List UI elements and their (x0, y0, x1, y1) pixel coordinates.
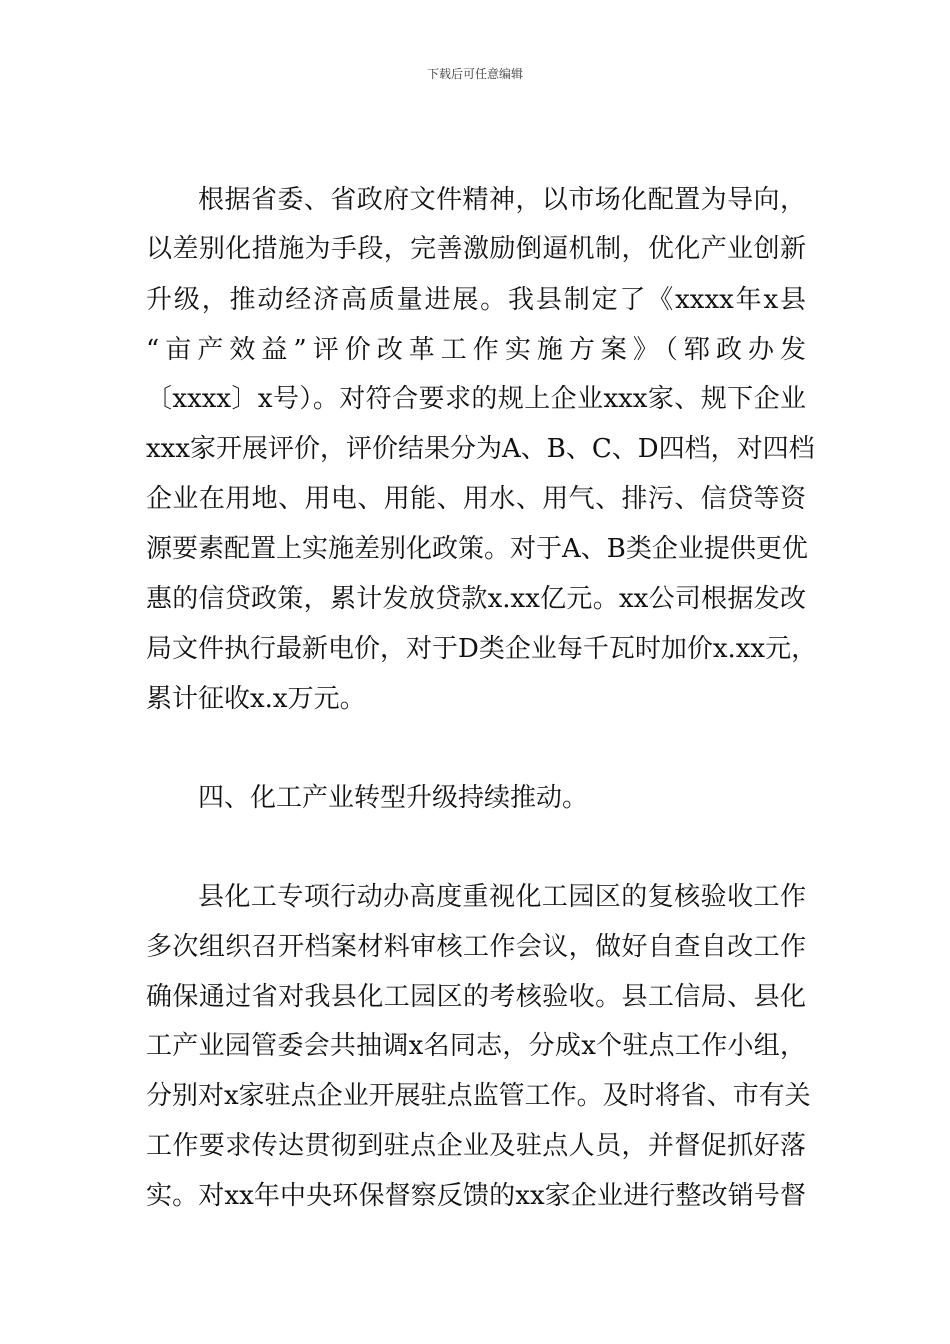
paragraph-1-line: 源要素配置上实施差别化政策。对于A、B类企业提供更优 (146, 534, 808, 564)
paragraph-1-line: 以差别化措施为手段，完善激励倒逼机制，优化产业创新 (146, 234, 806, 264)
paragraph-1-line: 局文件执行最新电价，对于D类企业每千瓦时加价x.xx元， (146, 634, 818, 664)
paragraph-1-line: 企业在用地、用电、用能、用水、用气、排污、信贷等资 (146, 484, 806, 514)
paragraph-1-line: 升级，推动经济高质量进展。我县制定了《xxxx年x县 (146, 285, 806, 315)
paragraph-1-line: 惠的信贷政策，累计发放贷款x.xx亿元。xx公司根据发改 (146, 584, 806, 614)
paragraph-1-line: 根据省委、省政府文件精神，以市场化配置为导向， (198, 185, 806, 215)
paragraph-2-line: 县化工专项行动办高度重视化工园区的复核验收工作 (198, 882, 806, 912)
paragraph-1-line: “亩产效益”评价改革工作实施方案》（郓政办发 (146, 335, 806, 365)
page-header: 下载后可任意编辑 (426, 67, 523, 81)
paragraph-1-line: 累计征收x.x万元。 (146, 684, 366, 714)
paragraph-2-line: 工作要求传达贯彻到驻点企业及驻点人员，并督促抓好落 (146, 1131, 806, 1161)
paragraph-2-line: 实。对xx年中央环保督察反馈的xx家企业进行整改销号督 (146, 1181, 806, 1211)
paragraph-1-line: xxx家开展评价，评价结果分为A、B、C、D四档，对四档 (146, 434, 815, 464)
paragraph-2-line: 分别对x家驻点企业开展驻点监管工作。及时将省、市有关 (146, 1081, 811, 1111)
paragraph-2-line: 多次组织召开档案材料审核工作会议，做好自查自改工作 (146, 932, 806, 962)
paragraph-2-line: 确保通过省对我县化工园区的考核验收。县工信局、县化 (146, 982, 806, 1012)
paragraph-2-line: 工产业园管委会共抽调x名同志，分成x个驻点工作小组， (146, 1031, 806, 1061)
paragraph-1-line: 〔xxxx〕x号）。对符合要求的规上企业xxx家、规下企业 (146, 384, 806, 414)
section-heading: 四、化工产业转型升级持续推动。 (198, 783, 589, 813)
